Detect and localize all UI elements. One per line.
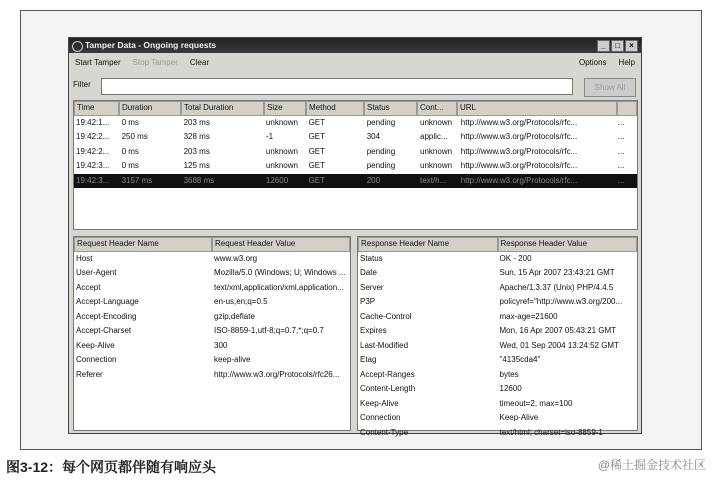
column-header[interactable]: URL (457, 101, 617, 116)
table-cell: Accept-Ranges (360, 369, 415, 379)
table-cell: Accept-Language (76, 297, 139, 306)
table-row[interactable] (74, 266, 350, 281)
table-cell: 304 (366, 132, 381, 141)
stop-tamper-button[interactable]: Stop Tamper (132, 58, 178, 67)
table-cell: 12600 (499, 384, 522, 393)
table-cell: Keep-Alive (360, 398, 399, 408)
table-cell: text/html; charset=iso-8859-1 (499, 427, 603, 437)
table-row[interactable] (358, 295, 637, 310)
table-row[interactable] (74, 145, 637, 160)
column-header[interactable] (617, 101, 637, 116)
table-cell: ... (617, 146, 625, 156)
table-cell: Cache-Control (360, 311, 412, 321)
table-cell: GET (308, 146, 326, 156)
table-cell: 19:42:3... (76, 175, 110, 185)
column-header[interactable]: Time (74, 101, 119, 116)
table-cell: Sun, 15 Apr 2007 23:43:21 GMT (499, 268, 615, 277)
column-header[interactable]: Request Header Name (74, 237, 212, 252)
table-row[interactable] (74, 281, 350, 296)
table-cell: 250 ms (121, 132, 148, 141)
table-cell: keep-alive (214, 355, 251, 364)
column-header[interactable]: Method (306, 101, 364, 116)
figure-caption: 图3-12：每个网页都伴随有响应头 (6, 459, 217, 475)
close-button[interactable]: × (625, 40, 638, 52)
table-cell: 19:42:2... (76, 132, 110, 141)
table-cell: unknown (265, 117, 298, 127)
menu-bar (75, 58, 635, 70)
table-cell: 125 ms (183, 161, 210, 170)
table-cell: GET (308, 132, 326, 141)
table-cell: text/h... (420, 175, 447, 185)
table-cell: Wed, 01 Sep 2004 13:24:52 GMT (499, 340, 619, 350)
table-row[interactable] (74, 116, 637, 131)
table-cell: unknown (265, 161, 298, 170)
table-cell: ... (617, 175, 625, 185)
table-row[interactable] (74, 159, 637, 174)
table-cell: 19:42:2... (76, 146, 110, 156)
table-row[interactable] (74, 310, 350, 325)
table-row[interactable] (358, 339, 637, 354)
table-cell: 328 ms (183, 132, 210, 141)
table-cell: pending (366, 161, 396, 170)
table-cell: Server (360, 282, 384, 292)
table-cell: 12600 (265, 175, 289, 185)
start-tamper-button[interactable]: Start Tamper (75, 58, 121, 67)
table-row[interactable] (74, 353, 350, 368)
table-cell: ... (617, 132, 625, 141)
table-cell: pending (366, 117, 396, 127)
table-cell: Host (76, 253, 93, 263)
table-cell: http://www.w3.org/Protocols/rfc... (460, 132, 578, 141)
table-cell: Mon, 16 Apr 2007 05:43:21 GMT (499, 326, 617, 335)
table-cell: Date (360, 268, 377, 277)
table-cell: Accept (76, 282, 101, 292)
column-header[interactable]: Request Header Value (212, 237, 350, 252)
column-header[interactable]: Total Duration (181, 101, 264, 116)
window-title: Tamper Data - Ongoing requests (85, 40, 217, 50)
table-header (74, 237, 350, 252)
table-cell: Content-Type (360, 427, 409, 437)
table-cell: Content-Length (360, 384, 416, 393)
table-cell: 203 ms (183, 146, 210, 156)
table-row[interactable] (358, 266, 637, 281)
help-menu[interactable]: Help (618, 58, 635, 67)
table-cell: 0 ms (121, 161, 139, 170)
table-row[interactable] (358, 310, 637, 325)
table-row[interactable] (358, 353, 637, 368)
table-cell: Keep-Alive (499, 413, 539, 422)
table-cell: P3P (360, 297, 376, 306)
title-bar (69, 38, 641, 53)
table-cell: 203 ms (183, 117, 210, 127)
filter-input[interactable] (101, 78, 573, 95)
table-cell: 200 (366, 175, 381, 185)
clear-button[interactable]: Clear (189, 58, 209, 67)
table-cell: -1 (265, 132, 274, 141)
table-cell: unknown (420, 146, 453, 156)
table-row[interactable] (358, 281, 637, 296)
requests-table (73, 100, 638, 230)
table-cell: max-age=21600 (499, 311, 558, 321)
table-row[interactable] (74, 368, 350, 383)
table-cell: http://www.w3.org/Protocols/rfc26... (214, 369, 340, 379)
table-cell: http://www.w3.org/Protocols/rfc... (460, 146, 578, 156)
table-row[interactable] (358, 426, 637, 441)
table-cell: "4135cda4" (499, 355, 541, 364)
options-menu[interactable]: Options (578, 58, 607, 67)
table-cell: Expires (360, 326, 387, 335)
table-cell: Accept-Charset (76, 326, 132, 335)
table-cell: unknown (420, 117, 453, 127)
table-cell: http://www.w3.org/Protocols/rfc... (460, 117, 578, 127)
table-cell: applic... (420, 132, 448, 141)
filter-label: Filter (73, 80, 91, 89)
column-header[interactable]: Cont... (417, 101, 457, 116)
table-cell: pending (366, 146, 396, 156)
table-row[interactable] (74, 295, 350, 310)
table-row[interactable] (74, 174, 637, 189)
table-cell: 3157 ms (121, 175, 153, 185)
table-row[interactable] (74, 339, 350, 354)
table-cell: Connection (76, 355, 117, 364)
table-row[interactable] (74, 324, 350, 339)
table-row[interactable] (358, 411, 637, 426)
table-cell: Apache/1.3.37 (Unix) PHP/4.4.5 (499, 282, 614, 292)
table-cell: unknown (265, 146, 298, 156)
table-cell: Etag (360, 355, 377, 364)
table-cell: 300 (214, 340, 228, 350)
table-cell: GET (308, 175, 326, 185)
table-row[interactable] (358, 397, 637, 412)
table-cell: unknown (420, 161, 453, 170)
table-cell: http://www.w3.org/Protocols/rfc... (460, 161, 578, 170)
table-cell: 0 ms (121, 146, 139, 156)
table-cell: 19:42:1... (76, 117, 110, 127)
watermark: @稀土掘金技术社区 (597, 458, 706, 472)
table-cell: gzip,deflate (214, 311, 255, 321)
table-cell: Status (360, 253, 383, 263)
request-headers-table (73, 236, 351, 431)
table-row[interactable] (74, 252, 350, 267)
table-cell: policyref="http://www.w3.org/200... (499, 297, 623, 306)
table-cell: timeout=2, max=100 (499, 398, 573, 408)
table-cell: User-Agent (76, 268, 117, 277)
table-cell: Accept-Encoding (76, 311, 137, 321)
response-headers-table (357, 236, 638, 437)
show-all-button[interactable]: Show All (584, 78, 636, 97)
column-header[interactable]: Size (264, 101, 306, 116)
table-cell: Last-Modified (360, 340, 409, 350)
table-row[interactable] (358, 252, 637, 267)
table-cell: Referer (76, 369, 103, 379)
column-header[interactable]: Duration (119, 101, 181, 116)
table-cell: 0 ms (121, 117, 139, 127)
table-cell: ... (617, 161, 625, 170)
table-cell: ... (617, 117, 625, 127)
table-cell: Mozilla/5.0 (Windows; U; Windows ... (214, 268, 346, 277)
column-header[interactable]: Status (364, 101, 417, 116)
table-cell: GET (308, 117, 326, 127)
table-header (358, 237, 637, 252)
maximize-button[interactable]: □ (611, 40, 624, 52)
table-cell: www.w3.org (214, 253, 258, 263)
column-header[interactable]: Response Header Value (498, 237, 638, 252)
table-cell: Keep-Alive (76, 340, 115, 350)
tamper-data-window (68, 37, 642, 437)
table-cell: ISO-8859-1,utf-8;q=0.7,*;q=0.7 (214, 326, 324, 335)
table-cell: http://www.w3.org/Protocols/rfc... (460, 175, 578, 185)
app-icon (72, 41, 83, 52)
table-row[interactable] (74, 130, 637, 145)
minimize-button[interactable]: _ (597, 40, 610, 52)
table-row[interactable] (358, 382, 637, 397)
column-header[interactable]: Response Header Name (358, 237, 498, 252)
table-cell: 3688 ms (183, 175, 215, 185)
table-cell: 19:42:3... (76, 161, 110, 170)
table-cell: en-us,en;q=0.5 (214, 297, 268, 306)
table-row[interactable] (358, 368, 637, 383)
table-cell: bytes (499, 369, 519, 379)
table-cell: text/xml,application/xml,application... (214, 282, 344, 292)
table-cell: Connection (360, 413, 401, 422)
table-cell: OK - 200 (499, 253, 532, 263)
table-header (74, 101, 637, 116)
table-cell: GET (308, 161, 326, 170)
table-row[interactable] (358, 324, 637, 339)
